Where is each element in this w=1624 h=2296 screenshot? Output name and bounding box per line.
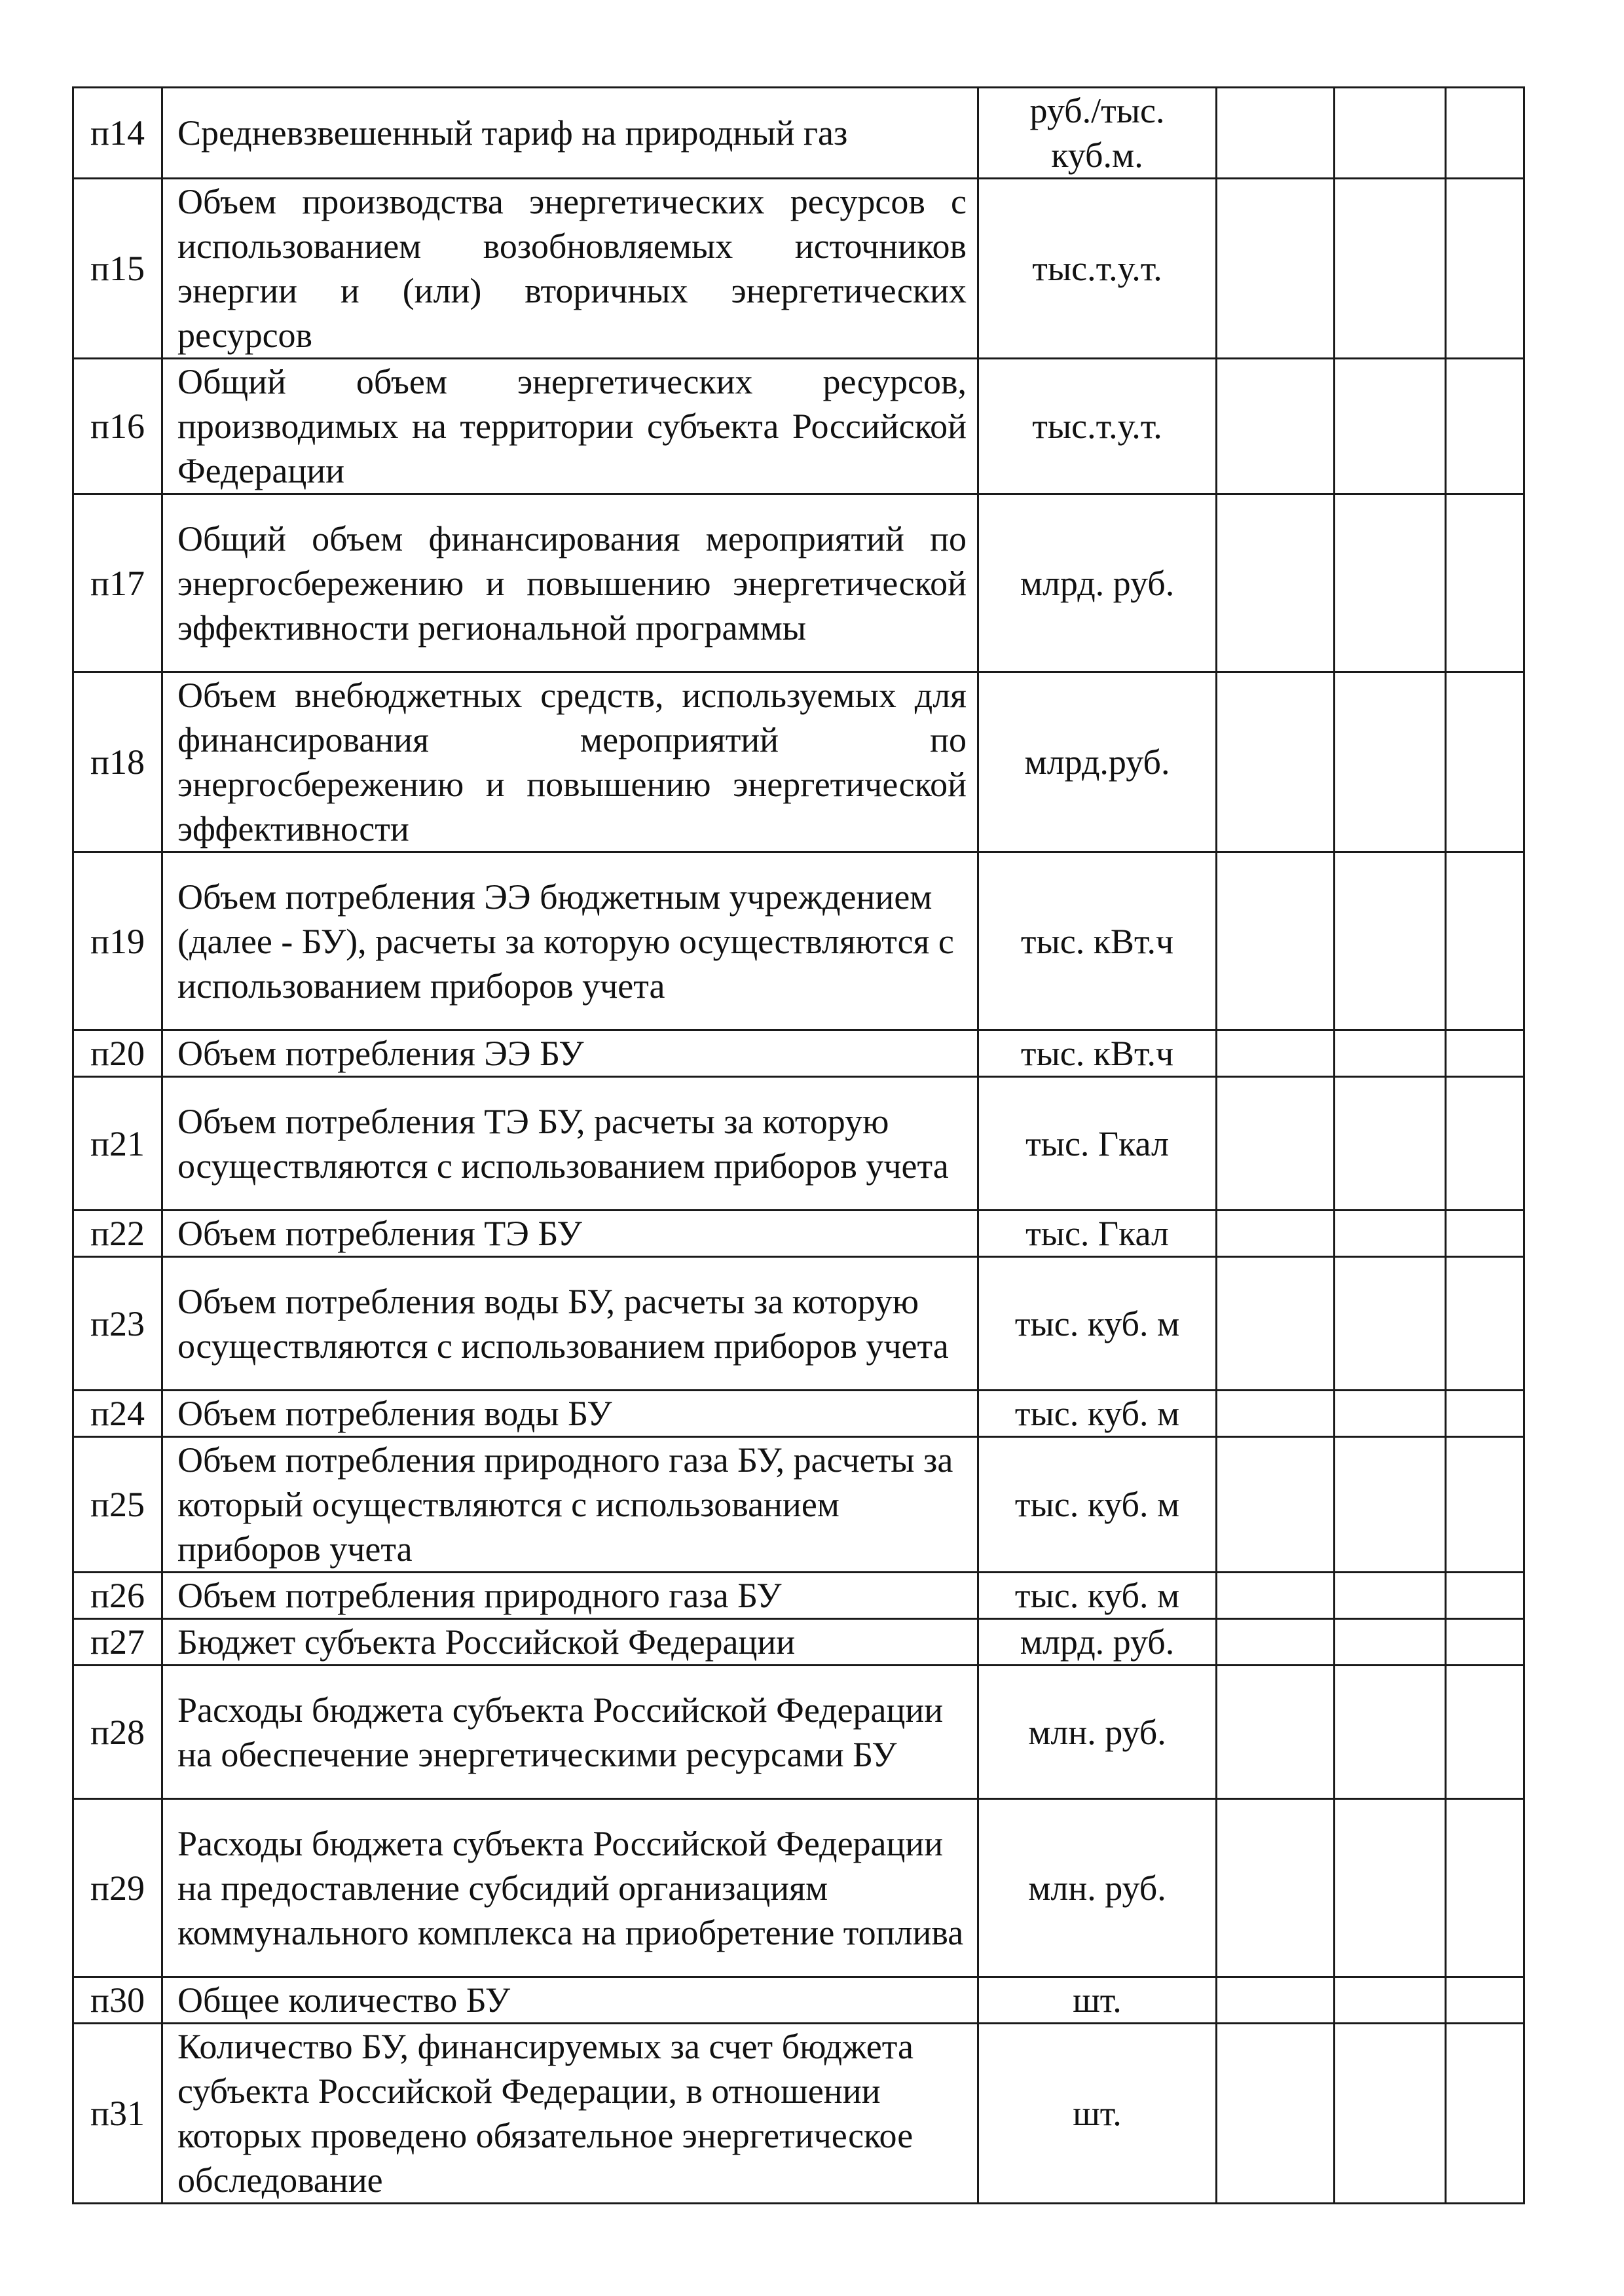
row-unit: тыс. куб. м	[978, 1573, 1217, 1619]
row-unit: тыс. кВт.ч	[978, 852, 1217, 1030]
table-row	[73, 2024, 1524, 2204]
row-code: п27	[73, 1619, 162, 1666]
empty-cell	[1217, 1977, 1335, 2024]
empty-cell	[1217, 1030, 1335, 1077]
row-name: Количество БУ, финансируемых за счет бюджета субъекта Российской Федерации, в отношении которых проведено обязательное энергетическое обследование	[162, 2024, 978, 2204]
row-unit: тыс. куб. м	[978, 1391, 1217, 1437]
row-unit: тыс. кВт.ч	[978, 1030, 1217, 1077]
empty-cell	[1335, 1211, 1446, 1257]
row-name: Общий объем энергетических ресурсов, производимых на территории субъекта Российской Федерации	[162, 359, 978, 494]
empty-cell	[1446, 2024, 1524, 2204]
row-unit: тыс. Гкал	[978, 1077, 1217, 1211]
row-code: п15	[73, 179, 162, 359]
empty-cell	[1335, 1391, 1446, 1437]
empty-cell	[1217, 1573, 1335, 1619]
empty-cell	[1335, 179, 1446, 359]
empty-cell	[1217, 2024, 1335, 2204]
table-row	[73, 1030, 1524, 1077]
row-unit: млрд.руб.	[978, 672, 1217, 852]
row-unit: млрд. руб.	[978, 1619, 1217, 1666]
empty-cell	[1335, 1030, 1446, 1077]
empty-cell	[1335, 1257, 1446, 1391]
row-name: Общий объем финансирования мероприятий по энергосбережению и повышению энергетической эффективности региональной программы	[162, 494, 978, 672]
table-row	[73, 1666, 1524, 1799]
row-code: п30	[73, 1977, 162, 2024]
row-name: Средневзвешенный тариф на природный газ	[162, 88, 978, 179]
empty-cell	[1335, 2024, 1446, 2204]
table-row	[73, 1977, 1524, 2024]
empty-cell	[1217, 1391, 1335, 1437]
empty-cell	[1217, 1619, 1335, 1666]
table-row	[73, 1077, 1524, 1211]
row-name: Объем потребления воды БУ, расчеты за которую осуществляются с использованием приборов учета	[162, 1257, 978, 1391]
empty-cell	[1217, 1666, 1335, 1799]
row-unit: млн. руб.	[978, 1799, 1217, 1977]
empty-cell	[1446, 1799, 1524, 1977]
table-row	[73, 88, 1524, 179]
empty-cell	[1217, 1437, 1335, 1573]
empty-cell	[1335, 1437, 1446, 1573]
empty-cell	[1446, 1666, 1524, 1799]
table-row	[73, 1211, 1524, 1257]
row-name: Объем потребления воды БУ	[162, 1391, 978, 1437]
row-code: п14	[73, 88, 162, 179]
empty-cell	[1446, 179, 1524, 359]
row-code: п21	[73, 1077, 162, 1211]
table-row	[73, 1573, 1524, 1619]
empty-cell	[1446, 1211, 1524, 1257]
row-code: п20	[73, 1030, 162, 1077]
row-code: п23	[73, 1257, 162, 1391]
row-name: Расходы бюджета субъекта Российской Федерации на предоставление субсидий организациям коммунального комплекса на приобретение топлива	[162, 1799, 978, 1977]
row-name: Общее количество БУ	[162, 1977, 978, 2024]
row-name: Объем потребления ЭЭ БУ	[162, 1030, 978, 1077]
row-code: п22	[73, 1211, 162, 1257]
row-unit: шт.	[978, 2024, 1217, 2204]
table-row	[73, 359, 1524, 494]
empty-cell	[1335, 1573, 1446, 1619]
empty-cell	[1335, 494, 1446, 672]
row-name: Объем производства энергетических ресурсов с использованием возобновляемых источников энергии и (или) вторичных энергетических ресурсов	[162, 179, 978, 359]
row-unit: тыс.т.у.т.	[978, 179, 1217, 359]
row-code: п19	[73, 852, 162, 1030]
empty-cell	[1446, 1077, 1524, 1211]
empty-cell	[1217, 494, 1335, 672]
row-code: п18	[73, 672, 162, 852]
table-row	[73, 1257, 1524, 1391]
row-unit: млрд. руб.	[978, 494, 1217, 672]
empty-cell	[1446, 1030, 1524, 1077]
empty-cell	[1217, 179, 1335, 359]
empty-cell	[1217, 852, 1335, 1030]
row-unit: шт.	[978, 1977, 1217, 2024]
row-name: Объем потребления ТЭ БУ, расчеты за которую осуществляются с использованием приборов учета	[162, 1077, 978, 1211]
row-code: п17	[73, 494, 162, 672]
row-name: Объем потребления ТЭ БУ	[162, 1211, 978, 1257]
table-row	[73, 1619, 1524, 1666]
empty-cell	[1446, 88, 1524, 179]
empty-cell	[1217, 1077, 1335, 1211]
row-unit: руб./тыс. куб.м.	[978, 88, 1217, 179]
empty-cell	[1446, 1573, 1524, 1619]
row-name: Объем потребления природного газа БУ	[162, 1573, 978, 1619]
empty-cell	[1217, 359, 1335, 494]
empty-cell	[1446, 359, 1524, 494]
empty-cell	[1217, 1257, 1335, 1391]
empty-cell	[1217, 672, 1335, 852]
row-unit: тыс. куб. м	[978, 1257, 1217, 1391]
empty-cell	[1217, 1799, 1335, 1977]
table-row	[73, 852, 1524, 1030]
table-row	[73, 672, 1524, 852]
row-code: п26	[73, 1573, 162, 1619]
empty-cell	[1446, 1257, 1524, 1391]
empty-cell	[1335, 88, 1446, 179]
empty-cell	[1446, 1391, 1524, 1437]
row-name: Объем внебюджетных средств, используемых для финансирования мероприятий по энергосбережению и повышению энергетической эффективности	[162, 672, 978, 852]
row-name: Объем потребления ЭЭ бюджетным учреждением (далее - БУ), расчеты за которую осуществляются с использованием приборов учета	[162, 852, 978, 1030]
row-code: п24	[73, 1391, 162, 1437]
row-unit: млн. руб.	[978, 1666, 1217, 1799]
row-code: п16	[73, 359, 162, 494]
empty-cell	[1446, 852, 1524, 1030]
empty-cell	[1335, 672, 1446, 852]
empty-cell	[1335, 1799, 1446, 1977]
empty-cell	[1335, 1666, 1446, 1799]
row-name: Бюджет субъекта Российской Федерации	[162, 1619, 978, 1666]
empty-cell	[1446, 494, 1524, 672]
table-row	[73, 1391, 1524, 1437]
row-code: п25	[73, 1437, 162, 1573]
indicators-table	[72, 86, 1525, 2204]
row-name: Расходы бюджета субъекта Российской Федерации на обеспечение энергетическими ресурсами БУ	[162, 1666, 978, 1799]
empty-cell	[1446, 1619, 1524, 1666]
table-row	[73, 1437, 1524, 1573]
row-unit: тыс. Гкал	[978, 1211, 1217, 1257]
row-unit: тыс.т.у.т.	[978, 359, 1217, 494]
empty-cell	[1335, 852, 1446, 1030]
empty-cell	[1446, 1437, 1524, 1573]
empty-cell	[1446, 1977, 1524, 2024]
table-row	[73, 1799, 1524, 1977]
empty-cell	[1217, 1211, 1335, 1257]
empty-cell	[1335, 1977, 1446, 2024]
row-code: п29	[73, 1799, 162, 1977]
row-unit: тыс. куб. м	[978, 1437, 1217, 1573]
row-code: п28	[73, 1666, 162, 1799]
table-row	[73, 494, 1524, 672]
empty-cell	[1217, 88, 1335, 179]
empty-cell	[1335, 359, 1446, 494]
table-row	[73, 179, 1524, 359]
empty-cell	[1335, 1077, 1446, 1211]
row-name: Объем потребления природного газа БУ, расчеты за который осуществляются с использованием приборов учета	[162, 1437, 978, 1573]
empty-cell	[1335, 1619, 1446, 1666]
empty-cell	[1446, 672, 1524, 852]
row-code: п31	[73, 2024, 162, 2204]
